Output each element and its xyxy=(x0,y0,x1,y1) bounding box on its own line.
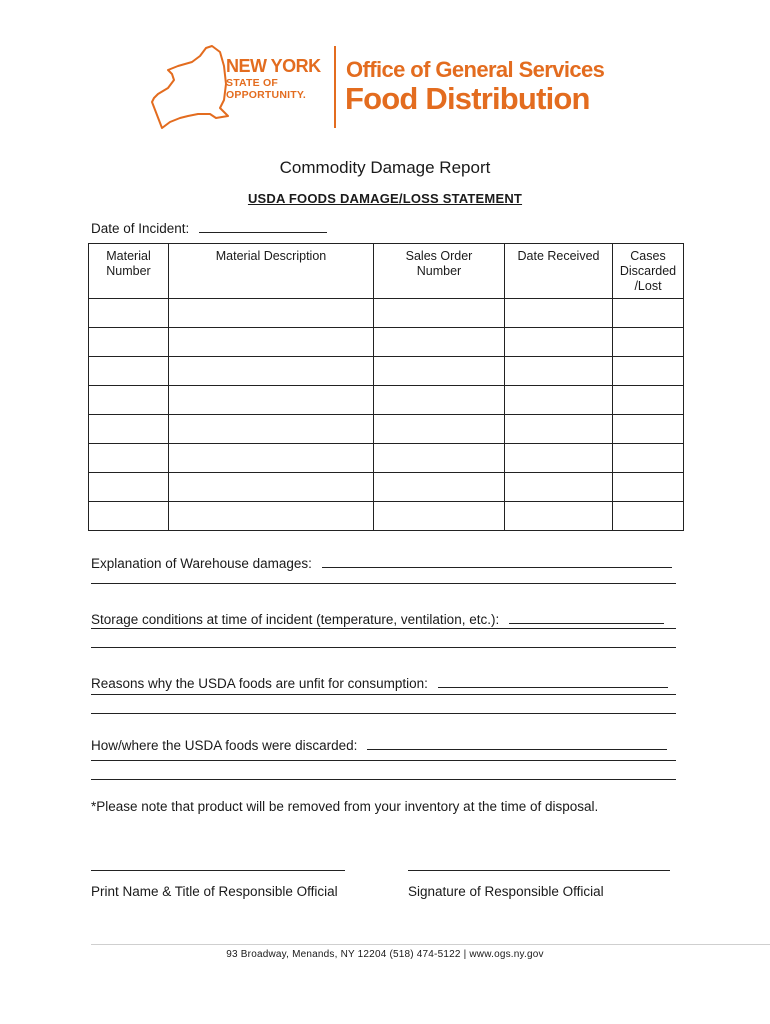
table-cell[interactable] xyxy=(89,502,169,531)
table-row xyxy=(89,299,684,328)
logo-opportunity: OPPORTUNITY. xyxy=(226,89,306,101)
table-cell[interactable] xyxy=(169,444,374,473)
table-body xyxy=(89,299,684,531)
discard-method-label: How/where the USDA foods were discarded: xyxy=(91,738,358,753)
discard-method-field[interactable] xyxy=(367,737,667,750)
table-cell[interactable] xyxy=(374,357,505,386)
table-cell[interactable] xyxy=(169,328,374,357)
discard-method-field-line-3[interactable] xyxy=(91,779,676,780)
table-cell[interactable] xyxy=(613,299,684,328)
table-cell[interactable] xyxy=(89,415,169,444)
warehouse-damages-field[interactable] xyxy=(322,555,672,568)
warehouse-damages-field-line-2[interactable] xyxy=(91,583,676,584)
warehouse-damages xyxy=(91,555,672,571)
table-cell[interactable] xyxy=(89,473,169,502)
reasons-unfit-label: Reasons why the USDA foods are unfit for consumption: xyxy=(91,676,428,691)
storage-conditions-field-line-2[interactable] xyxy=(91,628,676,629)
agency-name: Office of General Services xyxy=(346,57,605,82)
table-cell[interactable] xyxy=(505,328,613,357)
storage-conditions-label: Storage conditions at time of incident (temperature, ventilation, etc.): xyxy=(91,612,500,627)
discard-method xyxy=(91,737,667,753)
header-material-number: Material Number xyxy=(89,244,169,299)
print-name-label: Print Name & Title of Responsible Official xyxy=(91,884,338,899)
table-cell[interactable] xyxy=(505,415,613,444)
table-cell[interactable] xyxy=(89,357,169,386)
new-york-state-outline-icon xyxy=(150,44,230,130)
table-cell[interactable] xyxy=(505,386,613,415)
date-of-incident-field[interactable] xyxy=(199,220,327,233)
table-cell[interactable] xyxy=(505,473,613,502)
header-material-description: Material Description xyxy=(169,244,374,299)
signature-field[interactable] xyxy=(408,870,670,871)
table-cell[interactable] xyxy=(89,444,169,473)
table-header-row xyxy=(89,244,684,299)
table-cell[interactable] xyxy=(613,357,684,386)
table-cell[interactable] xyxy=(169,386,374,415)
table-cell[interactable] xyxy=(613,473,684,502)
table-cell[interactable] xyxy=(613,444,684,473)
table-cell[interactable] xyxy=(505,502,613,531)
materials-table xyxy=(88,243,684,531)
logo-divider xyxy=(334,46,336,128)
table-cell[interactable] xyxy=(374,473,505,502)
table-cell[interactable] xyxy=(374,386,505,415)
table-row xyxy=(89,444,684,473)
disposal-note: *Please note that product will be removed from your inventory at the time of disposal. xyxy=(91,799,599,814)
table-cell[interactable] xyxy=(505,299,613,328)
header-cases-discarded: Cases Discarded /Lost xyxy=(613,244,684,299)
warehouse-damages-label: Explanation of Warehouse damages: xyxy=(91,556,312,571)
table-row xyxy=(89,386,684,415)
discard-method-field-line-2[interactable] xyxy=(91,760,676,761)
table-cell[interactable] xyxy=(169,473,374,502)
table-cell[interactable] xyxy=(505,444,613,473)
storage-conditions xyxy=(91,611,664,627)
table-cell[interactable] xyxy=(374,444,505,473)
table-cell[interactable] xyxy=(374,328,505,357)
storage-conditions-field[interactable] xyxy=(509,611,664,624)
table-cell[interactable] xyxy=(169,415,374,444)
table-cell[interactable] xyxy=(89,299,169,328)
table-row xyxy=(89,415,684,444)
page-title: Commodity Damage Report xyxy=(279,158,491,177)
logo-state-of: STATE OF xyxy=(226,77,278,89)
storage-conditions-field-line-3[interactable] xyxy=(91,647,676,648)
table-cell[interactable] xyxy=(613,328,684,357)
table-cell[interactable] xyxy=(169,299,374,328)
table-row xyxy=(89,473,684,502)
footer-address: 93 Broadway, Menands, NY 12204 (518) 474-5122 | www.ogs.ny.gov xyxy=(226,949,544,960)
table-cell[interactable] xyxy=(374,415,505,444)
table-cell[interactable] xyxy=(169,357,374,386)
date-of-incident-label: Date of Incident: xyxy=(91,221,190,236)
table-cell[interactable] xyxy=(505,357,613,386)
print-name-field[interactable] xyxy=(91,870,345,871)
table-row xyxy=(89,328,684,357)
table-cell[interactable] xyxy=(169,502,374,531)
reasons-unfit-field-line-2[interactable] xyxy=(91,694,676,695)
table-cell[interactable] xyxy=(613,386,684,415)
table-cell[interactable] xyxy=(613,415,684,444)
table-row xyxy=(89,357,684,386)
reasons-unfit-field[interactable] xyxy=(438,675,668,688)
division-name: Food Distribution xyxy=(345,81,590,116)
signature-label: Signature of Responsible Official xyxy=(408,884,604,899)
header-sales-order-number: Sales Order Number xyxy=(374,244,505,299)
table-cell[interactable] xyxy=(613,502,684,531)
logo-new-york: NEW YORK xyxy=(226,56,321,76)
table-cell[interactable] xyxy=(89,386,169,415)
table-cell[interactable] xyxy=(374,502,505,531)
reasons-unfit-field-line-3[interactable] xyxy=(91,713,676,714)
reasons-unfit xyxy=(91,675,668,691)
date-of-incident xyxy=(91,220,327,236)
header-date-received: Date Received xyxy=(505,244,613,299)
footer-divider xyxy=(91,944,770,945)
table-cell[interactable] xyxy=(89,328,169,357)
table-row xyxy=(89,502,684,531)
table-cell[interactable] xyxy=(374,299,505,328)
page-subtitle xyxy=(0,191,770,206)
subtitle-text: USDA FOODS DAMAGE/LOSS STATEMENT xyxy=(247,191,523,206)
